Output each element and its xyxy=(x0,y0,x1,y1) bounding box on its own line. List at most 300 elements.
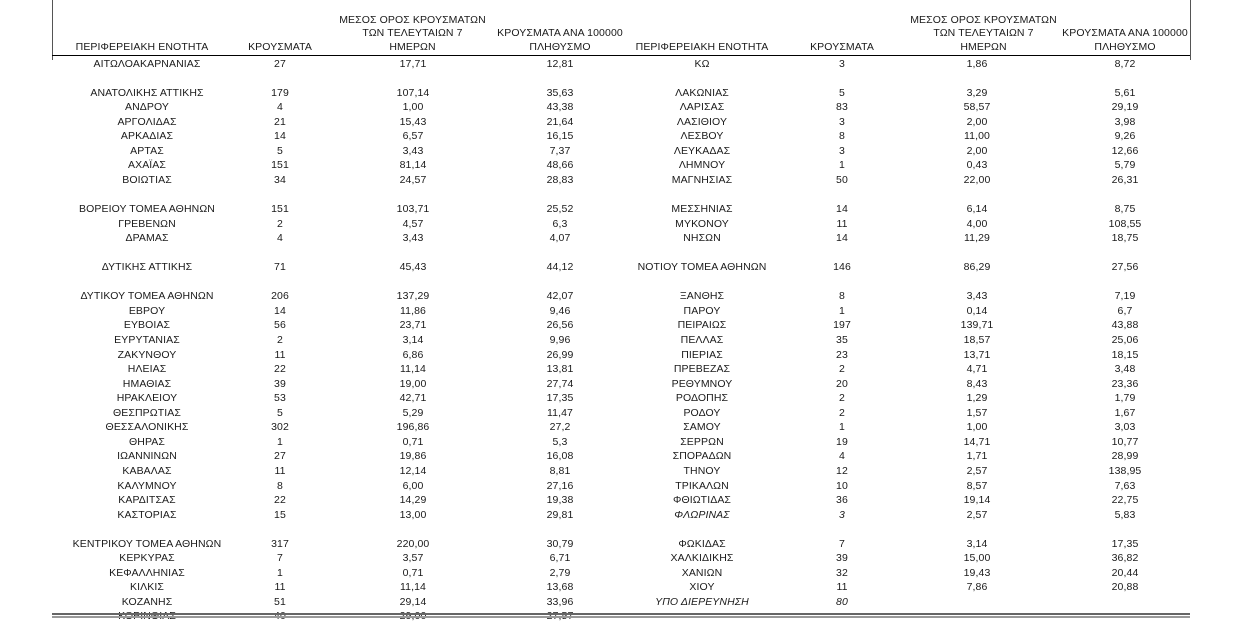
left-cases-cell: 2 xyxy=(277,333,283,346)
right-per100k-cell: 3,48 xyxy=(1114,363,1136,376)
right-region-cell: ΠΡΕΒΕΖΑΣ xyxy=(673,363,731,376)
right-avg-cell: 22,00 xyxy=(963,173,991,186)
left-cases-cell: 14 xyxy=(274,130,286,143)
right-cases-cell: 3 xyxy=(839,144,845,157)
left-region-cell: ΚΕΝΤΡΙΚΟΥ ΤΟΜΕΑ ΑΘΗΝΩΝ xyxy=(72,537,222,550)
right-cases-cell: 80 xyxy=(836,595,848,608)
right-cases-cell: 8 xyxy=(839,290,845,303)
right-avg-cell xyxy=(922,247,1032,260)
left-cases-cell: 1 xyxy=(277,435,283,448)
left-cases-cell: 34 xyxy=(274,173,286,186)
right-cases-cell: 1 xyxy=(839,304,845,317)
left-per100k-cell: 2,79 xyxy=(549,566,571,579)
left-region-cell: ΚΙΛΚΙΣ xyxy=(130,581,164,594)
right-per100k-cell: 12,66 xyxy=(1111,144,1139,157)
right-cases-cell: 7 xyxy=(839,537,845,550)
right-per100k-cell: 18,75 xyxy=(1111,232,1139,245)
left-per100k-cell: 9,46 xyxy=(549,304,571,317)
left-avg-cell: 4,57 xyxy=(402,217,424,230)
right-per100k-cell: 27,56 xyxy=(1111,261,1139,274)
left-avg-cell: 11,14 xyxy=(400,581,426,594)
left-cases-cell: 2 xyxy=(277,217,283,230)
left-cases-cell: 4 xyxy=(277,232,283,245)
header-avg-right-2: ΤΩΝ ΤΕΛΕΥΤΑΙΩΝ 7 xyxy=(933,27,1034,39)
left-avg-cell: 103,71 xyxy=(396,203,430,215)
left-per100k-cell: 5,3 xyxy=(552,435,568,448)
right-region-cell xyxy=(612,276,792,289)
left-per100k-cell: 21,64 xyxy=(546,115,574,128)
left-region-cell: ΖΑΚΥΝΘΟΥ xyxy=(117,348,177,361)
right-avg-cell xyxy=(922,276,1032,289)
left-region-cell: ΔΥΤΙΚΗΣ ΑΤΤΙΚΗΣ xyxy=(101,261,193,274)
left-per100k-cell: 13,68 xyxy=(546,581,574,594)
left-avg-cell: 11,14 xyxy=(400,363,426,376)
right-region-cell: ΛΑΣΙΘΙΟΥ xyxy=(676,115,728,128)
left-avg-cell: 5,29 xyxy=(402,406,424,419)
left-avg-cell: 107,14 xyxy=(396,86,430,99)
left-per100k-cell: 11,47 xyxy=(547,406,573,419)
right-cases-cell: 32 xyxy=(836,566,848,579)
left-avg-cell: 3,43 xyxy=(402,144,424,157)
left-per100k-cell: 44,12 xyxy=(546,261,574,274)
left-region-cell: ΗΜΑΘΙΑΣ xyxy=(122,377,172,390)
left-per100k-cell: 16,15 xyxy=(546,130,574,143)
right-cases-cell: 3 xyxy=(839,508,845,521)
right-per100k-cell: 1,67 xyxy=(1114,406,1136,419)
left-avg-cell: 0,71 xyxy=(402,566,424,579)
right-per100k-cell: 7,63 xyxy=(1114,479,1136,492)
left-cases-cell xyxy=(240,523,320,536)
left-per100k-cell: 12,81 xyxy=(546,57,574,70)
left-per100k-cell: 33,96 xyxy=(546,595,574,608)
right-avg-cell: 1,86 xyxy=(966,57,988,70)
left-region-cell: ΚΑΛΥΜΝΟΥ xyxy=(117,479,177,492)
left-cases-cell: 5 xyxy=(277,144,283,157)
left-avg-cell xyxy=(358,276,468,289)
left-per100k-cell: 26,99 xyxy=(546,348,574,361)
left-cases-cell: 151 xyxy=(271,159,289,172)
right-avg-cell xyxy=(922,189,1032,202)
left-region-cell: ΒΟΙΩΤΙΑΣ xyxy=(122,173,172,186)
right-region-cell: ΤΗΝΟΥ xyxy=(683,464,721,477)
right-per100k-cell: 5,79 xyxy=(1114,159,1136,172)
right-avg-cell: 139,71 xyxy=(960,319,994,332)
header-per100k-left-2: ΠΛΗΘΥΣΜΟ xyxy=(529,41,591,53)
header-region-left: ΠΕΡΙΦΕΡΕΙΑΚΗ ΕΝΟΤΗΤΑ xyxy=(75,41,209,53)
right-avg-cell: 0,14 xyxy=(966,304,988,317)
right-region-cell: ΞΑΝΘΗΣ xyxy=(679,290,725,303)
right-region-cell: ΡΟΔΟΥ xyxy=(683,406,721,419)
right-per100k-cell: 22,75 xyxy=(1111,494,1139,506)
left-per100k-cell: 28,83 xyxy=(546,173,574,186)
header-avg-right-3: ΗΜΕΡΩΝ xyxy=(960,41,1007,53)
left-region-cell: ΑΝΔΡΟΥ xyxy=(124,101,170,114)
left-cases-cell: 53 xyxy=(274,392,286,405)
right-cases-cell xyxy=(792,189,892,202)
left-cases-cell: 56 xyxy=(274,319,286,332)
right-cases-cell: 10 xyxy=(836,479,848,492)
left-cases-cell xyxy=(240,276,320,289)
right-cases-cell: 4 xyxy=(839,450,845,463)
left-per100k-cell: 27,2 xyxy=(549,421,571,434)
header-avg-left-1: ΜΕΣΟΣ ΟΡΟΣ ΚΡΟΥΣΜΑΤΩΝ xyxy=(339,14,486,26)
left-avg-cell: 11,86 xyxy=(400,304,426,317)
left-avg-cell: 3,43 xyxy=(402,232,424,245)
right-cases-cell: 2 xyxy=(839,406,845,419)
left-per100k-cell: 26,56 xyxy=(546,319,574,332)
right-per100k-cell: 17,35 xyxy=(1111,537,1139,550)
right-avg-cell: 3,29 xyxy=(966,86,988,99)
left-per100k-cell: 7,37 xyxy=(549,144,571,157)
left-avg-cell xyxy=(358,189,468,202)
left-avg-cell: 42,71 xyxy=(399,392,427,405)
right-avg-cell: 3,43 xyxy=(966,290,988,303)
left-cases-cell: 11 xyxy=(274,348,286,361)
right-avg-cell: 58,57 xyxy=(963,101,991,114)
right-cases-cell: 23 xyxy=(836,348,848,361)
right-region-cell: ΧΑΝΙΩΝ xyxy=(681,566,723,579)
right-cases-cell xyxy=(792,247,892,260)
left-cases-cell: 51 xyxy=(274,595,286,608)
right-region-cell: ΦΩΚΙΔΑΣ xyxy=(678,537,726,550)
right-region-cell: ΠΑΡΟΥ xyxy=(683,304,721,317)
left-per100k-cell: 8,81 xyxy=(549,464,571,477)
left-cases-cell: 39 xyxy=(274,377,286,390)
right-per100k-cell: 26,31 xyxy=(1111,173,1139,186)
left-per100k-cell: 27,74 xyxy=(546,377,574,390)
right-per100k-cell: 6,7 xyxy=(1117,304,1133,317)
left-per100k-cell: 4,07 xyxy=(549,232,571,245)
right-avg-cell: 4,00 xyxy=(966,217,988,230)
header-region-right: ΠΕΡΙΦΕΡΕΙΑΚΗ ΕΝΟΤΗΤΑ xyxy=(635,41,769,53)
right-cases-cell: 14 xyxy=(836,232,848,245)
right-avg-cell: 11,00 xyxy=(964,130,990,143)
right-cases-cell: 11 xyxy=(836,217,848,230)
left-cases-cell: 302 xyxy=(271,421,289,434)
right-per100k-cell: 20,44 xyxy=(1111,566,1139,579)
right-region-cell: ΜΑΓΝΗΣΙΑΣ xyxy=(671,173,733,186)
right-region-cell: ΣΑΜΟΥ xyxy=(683,421,721,434)
left-cases-cell: 21 xyxy=(274,115,286,128)
right-per100k-cell: 5,61 xyxy=(1114,86,1136,99)
left-region-cell: ΘΕΣΠΡΩΤΙΑΣ xyxy=(113,406,181,419)
left-avg-cell: 24,57 xyxy=(399,173,427,186)
left-region-cell: ΑΙΤΩΛΟΑΚΑΡΝΑΝΙΑΣ xyxy=(93,57,201,70)
right-region-cell: ΠΕΙΡΑΙΩΣ xyxy=(677,319,727,332)
left-region-cell: ΑΝΑΤΟΛΙΚΗΣ ΑΤΤΙΚΗΣ xyxy=(90,86,204,99)
left-avg-cell: 45,43 xyxy=(399,261,427,274)
right-per100k-cell xyxy=(1050,189,1200,202)
right-region-cell xyxy=(612,523,792,536)
left-cases-cell: 5 xyxy=(277,406,283,419)
left-region-cell: ΕΥΡΥΤΑΝΙΑΣ xyxy=(114,333,180,346)
right-per100k-cell xyxy=(1050,276,1200,289)
right-per100k-cell: 10,77 xyxy=(1111,435,1139,448)
left-region-cell: ΚΑΡΔΙΤΣΑΣ xyxy=(118,494,176,506)
right-cases-cell: 11 xyxy=(836,581,848,594)
right-cases-cell: 3 xyxy=(839,57,845,70)
left-region-cell: ΚΑΣΤΟΡΙΑΣ xyxy=(117,508,177,521)
right-per100k-cell: 8,75 xyxy=(1114,203,1136,215)
right-avg-cell: 6,14 xyxy=(966,203,988,215)
right-avg-cell: 3,14 xyxy=(966,537,988,550)
right-cases-cell: 50 xyxy=(836,173,848,186)
right-region-cell: ΥΠΟ ΔΙΕΡΕΥΝΗΣΗ xyxy=(655,595,749,608)
left-region-cell xyxy=(72,189,222,202)
right-region-cell: ΝΟΤΙΟΥ ΤΟΜΕΑ ΑΘΗΝΩΝ xyxy=(637,261,767,274)
right-per100k-cell: 25,06 xyxy=(1111,333,1139,346)
right-region-cell: ΤΡΙΚΑΛΩΝ xyxy=(675,479,729,492)
right-avg-cell: 14,71 xyxy=(963,435,991,448)
right-avg-cell: 2,57 xyxy=(966,508,988,521)
left-region-cell: ΚΕΦΑΛΛΗΝΙΑΣ xyxy=(109,566,185,579)
left-cases-cell: 15 xyxy=(274,508,286,521)
right-avg-cell: 18,57 xyxy=(963,333,991,346)
left-region-cell xyxy=(72,247,222,260)
right-cases-cell: 5 xyxy=(839,86,845,99)
right-avg-cell: 2,00 xyxy=(966,115,988,128)
right-per100k-cell: 29,19 xyxy=(1111,101,1139,114)
right-per100k-cell: 9,26 xyxy=(1114,130,1136,143)
right-avg-cell: 2,00 xyxy=(966,144,988,157)
left-region-cell: ΔΥΤΙΚΟΥ ΤΟΜΕΑ ΑΘΗΝΩΝ xyxy=(80,290,214,303)
left-avg-cell: 19,00 xyxy=(399,377,427,390)
left-cases-cell: 22 xyxy=(274,494,286,506)
left-cases-cell: 8 xyxy=(277,479,283,492)
left-per100k-cell: 43,38 xyxy=(546,101,574,114)
left-region-cell xyxy=(72,72,222,85)
left-per100k-cell: 16,08 xyxy=(546,450,574,463)
right-region-cell: ΦΛΩΡΙΝΑΣ xyxy=(674,508,730,521)
right-cases-cell: 12 xyxy=(836,464,848,477)
left-avg-cell: 6,57 xyxy=(402,130,424,143)
left-per100k-cell: 17,35 xyxy=(546,392,574,405)
right-per100k-cell: 36,82 xyxy=(1111,552,1139,565)
right-cases-cell xyxy=(792,276,892,289)
right-region-cell: ΛΑΚΩΝΙΑΣ xyxy=(675,86,729,99)
right-region-cell: ΛΕΣΒΟΥ xyxy=(680,130,724,143)
right-avg-cell: 86,29 xyxy=(963,261,991,274)
left-per100k-cell: 9,96 xyxy=(549,333,571,346)
header-rule xyxy=(52,55,1190,56)
left-avg-cell: 14,29 xyxy=(399,494,427,506)
right-cases-cell: 39 xyxy=(836,552,848,565)
left-cases-cell: 4 xyxy=(277,101,283,114)
right-per100k-cell: 8,72 xyxy=(1114,57,1136,70)
left-avg-cell: 81,14 xyxy=(399,159,427,172)
right-avg-cell: 1,57 xyxy=(966,406,988,419)
left-avg-cell: 15,43 xyxy=(399,115,427,128)
left-avg-cell: 220,00 xyxy=(396,537,430,550)
right-region-cell: ΡΕΘΥΜΝΟΥ xyxy=(671,377,733,390)
left-region-cell: ΚΕΡΚΥΡΑΣ xyxy=(119,552,175,565)
right-avg-cell: 8,43 xyxy=(966,377,988,390)
right-per100k-cell: 43,88 xyxy=(1111,319,1139,332)
left-avg-cell xyxy=(358,72,468,85)
left-cases-cell: 27 xyxy=(274,57,286,70)
right-cases-cell: 2 xyxy=(839,363,845,376)
left-region-cell: ΔΡΑΜΑΣ xyxy=(125,232,169,245)
right-cases-cell: 3 xyxy=(839,115,845,128)
right-per100k-cell: 108,55 xyxy=(1108,217,1142,230)
left-per100k-cell: 29,81 xyxy=(546,508,574,521)
left-cases-cell: 71 xyxy=(274,261,286,274)
right-region-cell: ΠΕΛΛΑΣ xyxy=(680,333,724,346)
left-per100k-cell: 13,81 xyxy=(546,363,574,376)
left-avg-cell: 3,14 xyxy=(402,333,424,346)
right-avg-cell: 1,29 xyxy=(966,392,988,405)
left-cases-cell xyxy=(240,247,320,260)
right-region-cell: ΣΠΟΡΑΔΩΝ xyxy=(672,450,732,463)
right-cases-cell xyxy=(792,523,892,536)
right-cases-cell: 146 xyxy=(833,261,851,274)
left-avg-cell xyxy=(358,247,468,260)
left-cases-cell: 7 xyxy=(277,552,283,565)
right-cases-cell: 20 xyxy=(836,377,848,390)
left-region-cell: ΙΩΑΝΝΙΝΩΝ xyxy=(117,450,177,463)
right-per100k-cell xyxy=(1050,596,1200,609)
right-region-cell: ΠΙΕΡΙΑΣ xyxy=(681,348,723,361)
right-region-cell: ΛΗΜΝΟΥ xyxy=(678,159,726,172)
right-region-cell: ΧΑΛΚΙΔΙΚΗΣ xyxy=(670,552,734,565)
header-per100k-right-1: ΚΡΟΥΣΜΑΤΑ ΑΝΑ 100000 xyxy=(1062,27,1188,39)
right-avg-cell: 4,71 xyxy=(966,363,988,376)
right-region-cell: ΡΟΔΟΠΗΣ xyxy=(675,392,729,405)
left-avg-cell: 6,00 xyxy=(402,479,424,492)
header-cases-right: ΚΡΟΥΣΜΑΤΑ xyxy=(810,41,874,53)
left-region-cell: ΗΡΑΚΛΕΙΟΥ xyxy=(116,392,178,405)
left-cases-cell: 206 xyxy=(271,290,289,303)
left-region-cell: ΑΧΑΪΑΣ xyxy=(127,159,167,172)
right-region-cell: ΜΕΣΣΗΝΙΑΣ xyxy=(671,203,733,215)
right-avg-cell: 0,43 xyxy=(966,159,988,172)
left-region-cell: ΚΑΒΑΛΑΣ xyxy=(122,464,172,477)
header-cases-left: ΚΡΟΥΣΜΑΤΑ xyxy=(248,41,312,53)
right-region-cell: ΧΙΟΥ xyxy=(689,581,715,594)
right-region-cell: ΚΩ xyxy=(694,57,710,70)
right-per100k-cell: 5,83 xyxy=(1114,508,1136,521)
header-per100k-right-2: ΠΛΗΘΥΣΜΟ xyxy=(1094,41,1156,53)
right-per100k-cell: 28,99 xyxy=(1111,450,1139,463)
right-cases-cell xyxy=(792,72,892,85)
left-cases-cell: 179 xyxy=(271,86,289,99)
left-region-cell xyxy=(72,276,222,289)
left-region-cell: ΘΕΣΣΑΛΟΝΙΚΗΣ xyxy=(105,421,189,434)
left-region-cell: ΕΒΡΟΥ xyxy=(128,304,166,317)
left-per100k-cell: 42,07 xyxy=(546,290,574,303)
right-per100k-cell: 23,36 xyxy=(1111,377,1139,390)
right-cases-cell: 1 xyxy=(839,421,845,434)
header-per100k-left-1: ΚΡΟΥΣΜΑΤΑ ΑΝΑ 100000 xyxy=(497,27,623,39)
right-avg-cell: 2,57 xyxy=(966,464,988,477)
left-avg-cell: 0,71 xyxy=(402,435,424,448)
left-per100k-cell: 30,79 xyxy=(546,537,574,550)
left-per100k-cell: 6,71 xyxy=(549,552,571,565)
right-avg-cell xyxy=(922,523,1032,536)
right-per100k-cell: 1,79 xyxy=(1114,392,1136,405)
left-region-cell xyxy=(72,523,222,536)
right-cases-cell: 2 xyxy=(839,392,845,405)
left-avg-cell: 1,00 xyxy=(402,101,424,114)
left-avg-cell: 17,71 xyxy=(399,57,427,70)
left-cases-cell: 14 xyxy=(274,304,286,317)
left-region-cell: ΑΡΚΑΔΙΑΣ xyxy=(120,130,174,143)
left-cases-cell xyxy=(240,189,320,202)
left-avg-cell xyxy=(358,523,468,536)
right-region-cell xyxy=(612,72,792,85)
header-avg-left-3: ΗΜΕΡΩΝ xyxy=(389,41,436,53)
right-avg-cell: 7,86 xyxy=(966,581,988,594)
left-cases-cell: 11 xyxy=(274,464,286,477)
left-cases-cell xyxy=(240,72,320,85)
right-region-cell xyxy=(612,189,792,202)
left-avg-cell: 137,29 xyxy=(396,290,430,303)
right-cases-cell: 36 xyxy=(836,494,848,506)
right-region-cell: ΜΥΚΟΝΟΥ xyxy=(675,217,729,230)
left-cases-cell: 22 xyxy=(274,363,286,376)
right-region-cell: ΛΑΡΙΣΑΣ xyxy=(679,101,725,114)
left-avg-cell: 6,86 xyxy=(402,348,424,361)
left-per100k-cell: 35,63 xyxy=(546,86,574,99)
right-per100k-cell: 138,95 xyxy=(1108,464,1142,477)
right-per100k-cell: 3,03 xyxy=(1114,421,1136,434)
left-cases-cell: 11 xyxy=(274,581,286,594)
right-per100k-cell: 20,88 xyxy=(1111,581,1139,594)
left-per100k-cell: 19,38 xyxy=(546,494,574,506)
right-cases-cell: 14 xyxy=(836,203,848,215)
left-region-cell: ΘΗΡΑΣ xyxy=(129,435,165,448)
right-per100k-cell xyxy=(1050,523,1200,536)
right-avg-cell xyxy=(922,72,1032,85)
right-region-cell xyxy=(612,247,792,260)
left-region-cell: ΚΟΖΑΝΗΣ xyxy=(121,595,173,608)
left-per100k-cell: 6,3 xyxy=(552,217,568,230)
left-cases-cell: 317 xyxy=(271,537,289,550)
right-per100k-cell: 3,98 xyxy=(1114,115,1136,128)
right-cases-cell: 197 xyxy=(833,319,851,332)
right-per100k-cell xyxy=(1050,247,1200,260)
right-avg-cell: 19,43 xyxy=(963,566,991,579)
bottom-rule-shadow xyxy=(52,616,1190,618)
left-region-cell: ΒΟΡΕΙΟΥ ΤΟΜΕΑ ΑΘΗΝΩΝ xyxy=(79,203,215,215)
left-region-cell: ΑΡΓΟΛΙΔΑΣ xyxy=(117,115,177,128)
left-cases-cell: 27 xyxy=(274,450,286,463)
bottom-rule xyxy=(52,613,1190,615)
left-avg-cell: 3,57 xyxy=(402,552,424,565)
right-avg-cell: 19,14 xyxy=(963,494,991,506)
right-per100k-cell: 7,19 xyxy=(1114,290,1136,303)
right-avg-cell: 11,29 xyxy=(964,232,990,245)
right-avg-cell: 15,00 xyxy=(963,552,991,565)
left-avg-cell: 23,71 xyxy=(399,319,427,332)
left-region-cell: ΕΥΒΟΙΑΣ xyxy=(123,319,171,332)
left-avg-cell: 196,86 xyxy=(396,421,430,434)
right-region-cell: ΣΕΡΡΩΝ xyxy=(680,435,724,448)
header-avg-right-1: ΜΕΣΟΣ ΟΡΟΣ ΚΡΟΥΣΜΑΤΩΝ xyxy=(910,14,1057,26)
right-avg-cell: 8,57 xyxy=(966,479,988,492)
right-avg-cell: 1,71 xyxy=(966,450,988,463)
right-cases-cell: 83 xyxy=(836,101,848,114)
left-per100k-cell: 25,52 xyxy=(546,203,574,215)
right-region-cell: ΝΗΣΩΝ xyxy=(683,232,721,245)
left-region-cell: ΓΡΕΒΕΝΩΝ xyxy=(118,217,176,230)
header-avg-left-2: ΤΩΝ ΤΕΛΕΥΤΑΙΩΝ 7 xyxy=(362,27,463,39)
left-cases-cell: 151 xyxy=(271,203,289,215)
left-avg-cell: 13,00 xyxy=(399,508,427,521)
left-cases-cell: 1 xyxy=(277,566,283,579)
right-cases-cell: 1 xyxy=(839,159,845,172)
right-per100k-cell: 18,15 xyxy=(1111,348,1139,361)
